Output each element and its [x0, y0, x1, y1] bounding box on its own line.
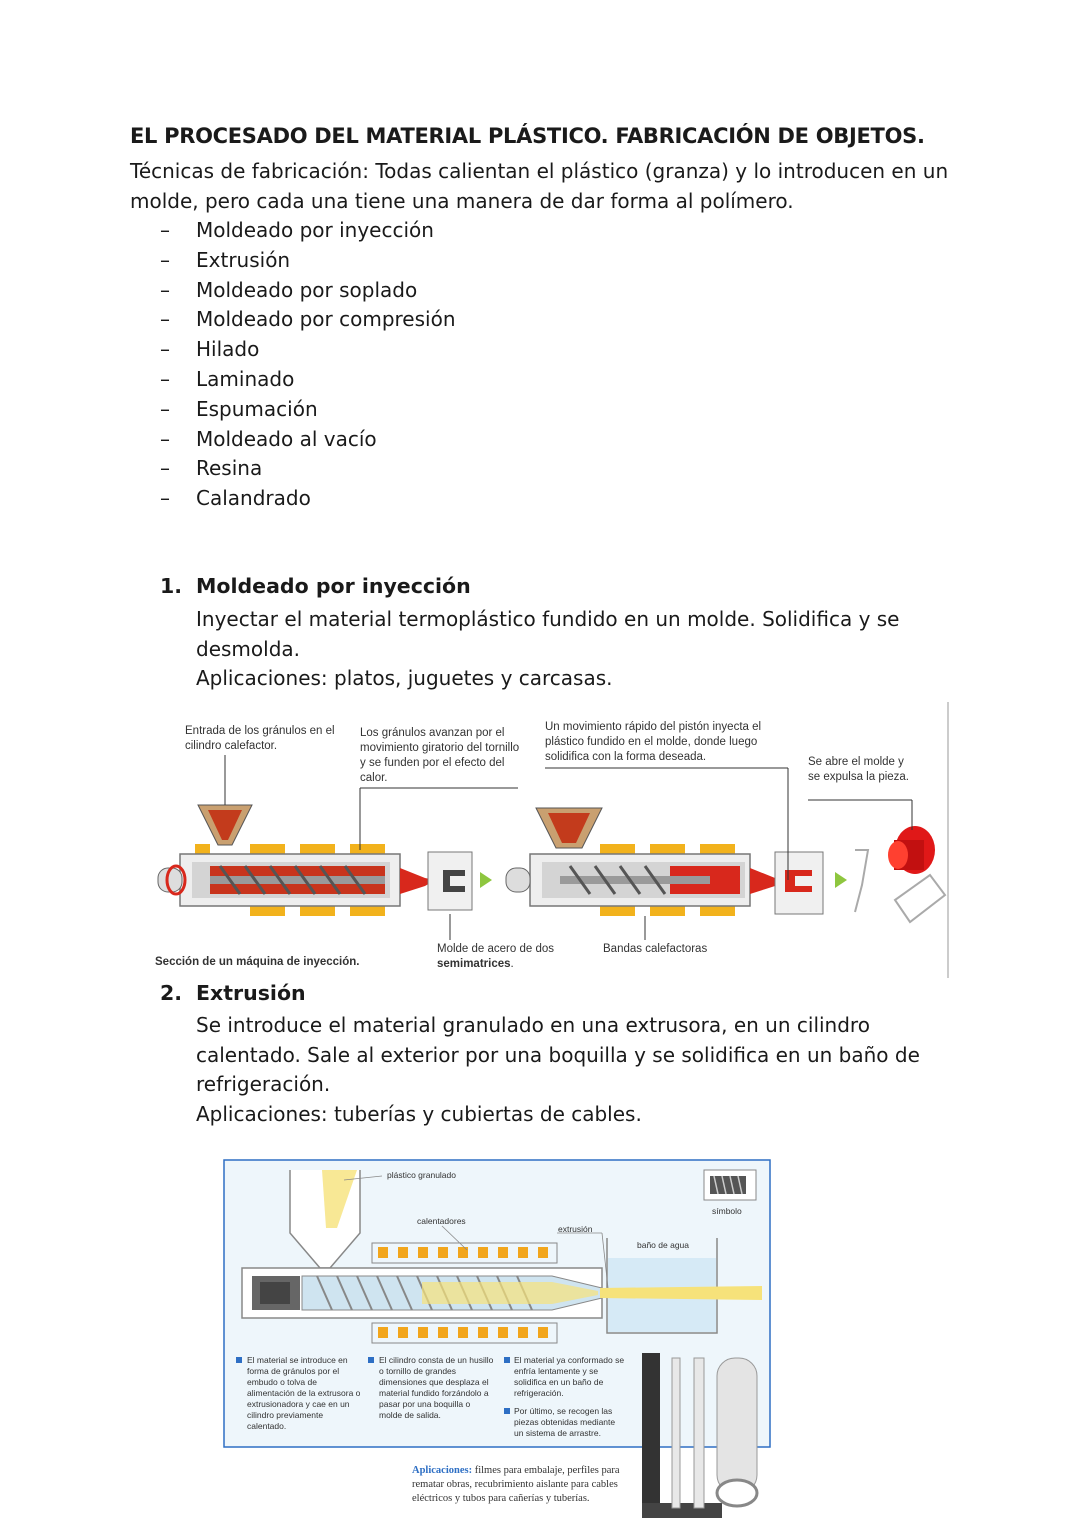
- label-extrusion: extrusión: [558, 1224, 593, 1234]
- label-piston: Un movimiento rápido del pistón inyecta el plástico fundido en el molde, donde luego solidifica con la forma deseada.: [545, 721, 762, 763]
- list-dash: –: [160, 218, 170, 242]
- injection-machine-left: [158, 805, 435, 916]
- list-dash: –: [160, 366, 170, 391]
- note-hopper: El material se introduce en forma de gránulos por el embudo o tolva de alimentación de la extrusora o extrusionadora y cae en un cilindro previamente calentado.: [247, 1355, 361, 1431]
- extrusion-figure: [222, 1158, 772, 1525]
- list-item: – Extrusión: [160, 246, 456, 276]
- note-screw: El cilindro consta de un husillo o tornillo de grandes dimensiones que desplaza el material fundido forzándolo a pasar por una boquilla o molde de salida.: [379, 1355, 494, 1420]
- list-dash: –: [160, 337, 170, 362]
- section-number: 1.: [160, 574, 183, 598]
- list-item: – Moldeado por soplado: [160, 276, 456, 306]
- list-item: – Moldeado por compresión: [160, 305, 456, 335]
- injection-machine-right: [506, 808, 782, 916]
- list-dash: –: [160, 396, 170, 421]
- steel-mold-left: [428, 852, 492, 910]
- section-description: Inyectar el material termoplástico fundido en un molde. Solidifica y se desmolda.: [196, 607, 900, 661]
- section-heading-extrusion: [160, 981, 306, 1005]
- list-item: – Espumación: [160, 395, 456, 425]
- section-applications: Aplicaciones: platos, juguetes y carcasas.: [196, 666, 613, 691]
- section-title: Extrusión: [196, 981, 306, 1005]
- list-item: – Resina: [160, 454, 456, 484]
- section-number: 2.: [160, 981, 183, 1005]
- ejected-piece: [888, 826, 945, 922]
- label-screw: Los gránulos avanzan por el movimiento giratorio del tornillo y se funden por el efecto del calor.: [360, 727, 520, 784]
- techniques-list: [160, 216, 456, 514]
- label-mold: Molde de acero de dos semimatrices.: [437, 943, 554, 970]
- list-dash: –: [160, 456, 170, 481]
- list-item: – Moldeado por inyección: [160, 216, 456, 246]
- note-collection: Por último, se recogen las piezas obtenidas mediante un sistema de arrastre.: [514, 1406, 616, 1438]
- list-item: – Calandrado: [160, 484, 456, 514]
- injection-caption: Sección de un máquina de inyección.: [155, 956, 360, 968]
- list-dash: –: [160, 247, 170, 272]
- note-cooling: El material ya conformado se enfría lentamente y se solidifica en un baño de refrigeración.: [514, 1355, 625, 1398]
- label-hopper: Entrada de los gránulos en el cilindro calefactor.: [185, 725, 335, 752]
- page-title: EL PROCESADO DEL MATERIAL PLÁSTICO. FABRICACIÓN DE OBJETOS.: [130, 124, 925, 148]
- section-applications: Aplicaciones: tuberías y cubiertas de cables.: [196, 1101, 642, 1126]
- section-heading-injection: [160, 574, 471, 598]
- steel-mold-right: [775, 850, 868, 914]
- extruded-products: [642, 1353, 757, 1518]
- list-dash: –: [160, 426, 170, 451]
- section-body-extrusion: [196, 1011, 956, 1129]
- list-item: – Moldeado al vacío: [160, 425, 456, 455]
- list-item: – Hilado: [160, 335, 456, 365]
- section-body-injection: [196, 605, 956, 694]
- extrusion-applications: Aplicaciones: filmes para embalaje, perfiles para rematar obras, recubrimiento aislante para cables eléctricos y tubos para cañerías y tuberías.: [412, 1465, 620, 1504]
- section-title: Moldeado por inyección: [196, 574, 471, 598]
- intro-paragraph: Técnicas de fabricación: Todas calientan el plástico (granza) y lo introducen en un molde, pero cada una tiene una manera de dar forma al polímero.: [130, 159, 949, 213]
- list-dash: –: [160, 307, 170, 332]
- list-item: – Laminado: [160, 365, 456, 395]
- label-heating-bands: Bandas calefactoras: [603, 943, 708, 955]
- label-heaters: calentadores: [417, 1216, 466, 1226]
- list-dash: –: [160, 277, 170, 302]
- label-granulated: plástico granulado: [387, 1170, 456, 1180]
- injection-machine-figure: [150, 700, 955, 980]
- section-description: Se introduce el material granulado en una extrusora, en un cilindro calentado. Sale al exterior por una boquilla y se solidifica en un baño de refrigeración.: [196, 1013, 920, 1097]
- label-water-bath: baño de agua: [637, 1240, 689, 1250]
- list-dash: –: [160, 486, 170, 511]
- label-open-mold: Se abre el molde y se expulsa la pieza.: [808, 756, 910, 783]
- label-symbol: símbolo: [712, 1206, 742, 1216]
